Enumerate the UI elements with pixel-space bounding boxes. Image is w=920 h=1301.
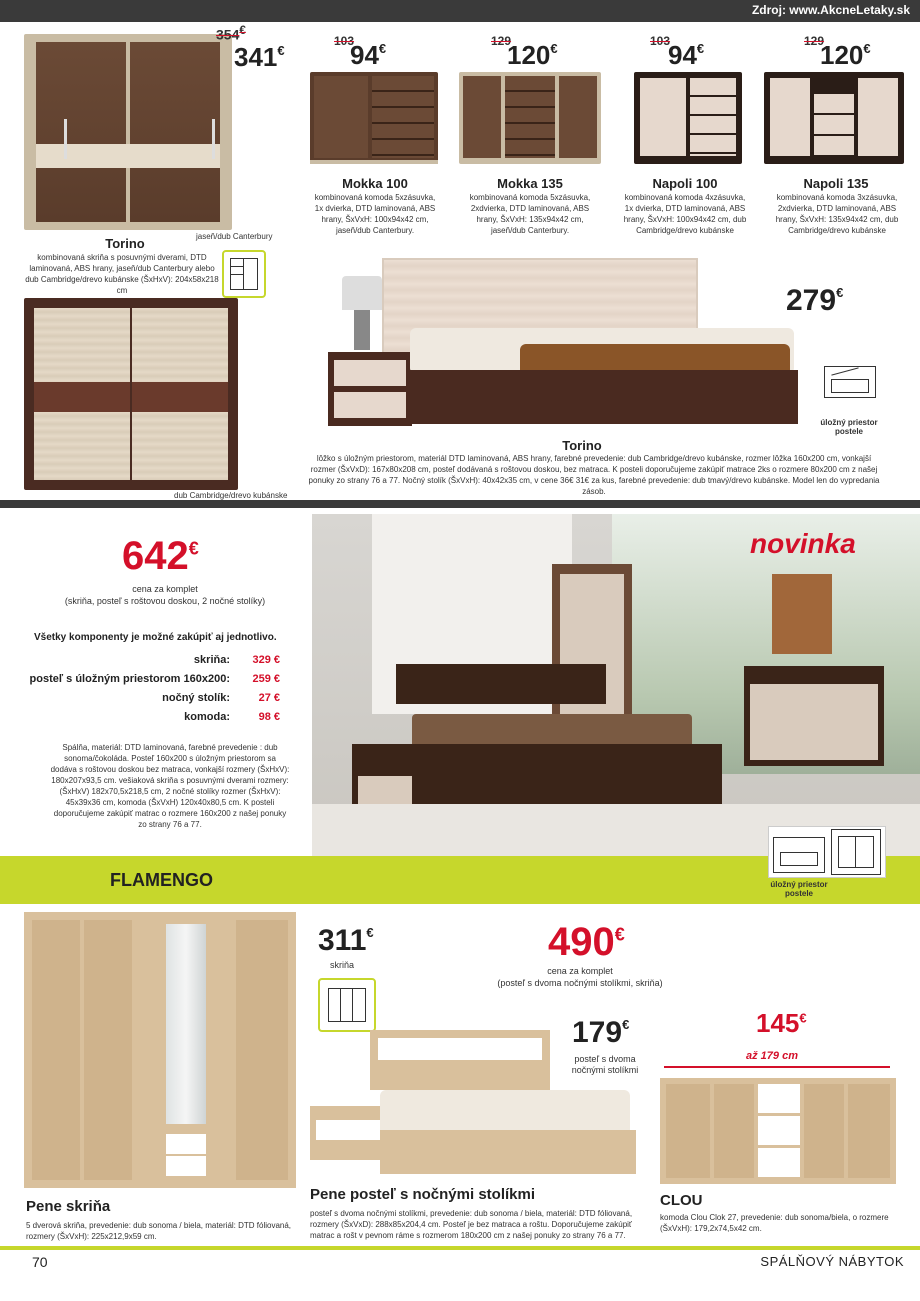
top-bar: [0, 0, 920, 22]
component-row: posteľ s úložným priestorom 160x200: 259 €: [29, 673, 280, 685]
bed-storage-icon: [824, 366, 876, 398]
dresser-mokka-100: [300, 26, 450, 256]
flamengo-title: FLAMENGO: [110, 870, 213, 890]
torino-bed-price: 279€: [786, 284, 844, 317]
dresser-price: 94€: [668, 40, 705, 70]
pene-set-sub: (posteľ s dvoma nočnými stolíkmi, skriňa): [497, 978, 663, 988]
dresser-image: [764, 72, 904, 164]
pene-set-price: 490€: [548, 920, 625, 964]
dresser-old-price: 129: [804, 34, 825, 48]
component-row: skriňa: 329 €: [193, 654, 280, 666]
dresser-name: Napoli 100: [652, 176, 718, 191]
clou-name: CLOU: [660, 1192, 703, 1209]
clou-dresser-image: [660, 1078, 896, 1184]
wardrobe-layout-icon: [318, 978, 376, 1032]
torino-bed-desc: lôžko s úložným priestorom, materiál DTD laminovaná, ABS hrany, farebné prevedenie: dub Cambridge/drevo kubánske, rozmer lôžka 160x200 cm, vonkajší rozmer (ŠxVxD): 167x80x208 cm, posteľ dodávaná s roštovou doskou, bez matraca. K posteli doporučujeme zakúpiť matrace 2ks o rozmere 80x200 cm z našej ponuky zo strany 76 a 77. Nočný stolík (ŠxVxH): 40x42x35 cm, v cene 36€ 31€ za kus, farebné prevedenie: dub tmavý/drevo kubánske. Model len do vypredania zásob.: [308, 454, 880, 496]
dressers-row: [300, 26, 910, 256]
dresser-old-price: 103: [334, 34, 355, 48]
torino-price: 341€: [234, 42, 285, 72]
dresser-napoli-100: [610, 26, 760, 256]
pene-wardrobe-name: Pene skriňa: [26, 1198, 111, 1215]
wardrobe-layout-icon: [222, 250, 266, 298]
dresser-napoli-135: [762, 26, 910, 256]
footer-band: [0, 1246, 920, 1250]
flamengo-components: [20, 654, 280, 730]
clou-range-line: [664, 1066, 890, 1068]
bed-storage-icon: [773, 837, 825, 873]
clou-desc: komoda Clou Clok 27, prevedenie: dub sonoma/biela, o rozmere (ŠxVxH): 179,2x74,5x42 cm.: [660, 1213, 889, 1233]
pene-wardrobe-price: 311€: [318, 924, 374, 957]
dresser-name: Mokka 135: [497, 176, 563, 191]
pene-wardrobe-image: [24, 912, 296, 1188]
torino-wardrobe-name: Torino: [105, 236, 145, 251]
page-number: 70: [32, 1254, 48, 1270]
flamengo-price-label: cena za komplet: [132, 584, 198, 594]
source-link[interactable]: Zdroj: www.AkcneLetaky.sk: [751, 3, 910, 17]
dresser-price: 120€: [820, 40, 871, 70]
dresser-image: [634, 72, 742, 164]
dresser-old-price: 129: [491, 34, 512, 48]
dresser-old-price: 103: [650, 34, 671, 48]
flamengo-storage-label: úložný priestor postele: [770, 880, 828, 898]
pene-bed-image: [310, 1030, 650, 1186]
torino-storage-label: úložný priestor postele: [820, 418, 878, 436]
dresser-mokka-135: [455, 26, 605, 256]
pene-wardrobe-desc: 5 dverová skriňa, prevedenie: dub sonoma / biela, materiál: DTD fóliovaná, rozmery (ŠxVxH): 225x212,9x59 cm.: [26, 1221, 292, 1241]
torino-bed-image: [320, 258, 800, 446]
section-divider: [0, 500, 920, 508]
flamengo-price-sub: (skriňa, posteľ s roštovou doskou, 2 nočné stolíky): [64, 596, 266, 606]
dresser-price: 94€: [350, 40, 387, 70]
torino-variant-label: jaseň/dub Canterbury: [196, 232, 273, 241]
footer-section: SPÁLŇOVÝ NÁBYTOK: [760, 1254, 904, 1269]
torino-wardrobe-variant-image: [24, 298, 238, 490]
wardrobe-layout-icon: [831, 829, 881, 875]
torino-variant2-label: dub Cambridge/drevo kubánske: [174, 491, 288, 500]
torino-bed-name: Torino: [562, 438, 602, 453]
flamengo-room-image: [312, 514, 920, 856]
flamengo-legend: [768, 826, 886, 878]
pene-bed-desc: posteľ s dvoma nočnými stolíkmi, prevedenie: dub sonoma / biela, materiál: DTD fóliovaná, rozmery (ŠxVxD): 288x85x204,4 cm. Posteľ je bez matraca a roštu. Doporučujeme zakúpiť matrac a rošt v pevnom ráme s rozmerom 180x200 cm z našej ponuky zo strany 76 a 77.: [310, 1209, 633, 1240]
dresser-desc: kombinovaná komoda 5xzásuvka, 1x dvierka, DTD laminovaná, ABS hrany, ŠxVxH: 100x94x42 cm, jaseň/dub Canterbury.: [314, 193, 436, 235]
flamengo-components-title: Všetky komponenty je možné zakúpiť aj jednotlivo.: [34, 632, 277, 643]
pene-set-label: cena za komplet: [547, 966, 613, 976]
torino-wardrobe-image: [24, 34, 232, 230]
dresser-name: Napoli 135: [803, 176, 869, 191]
torino-wardrobe-desc: kombinovaná skriňa s posuvnými dverami, DTD laminovaná, ABS hrany, jaseň/dub Canterbury alebo dub Cambridge/drevo kubánske (ŠxHxV): 204x58x218 cm: [25, 253, 219, 295]
flamengo-price: 642€: [122, 534, 199, 578]
dresser-image: [459, 72, 601, 164]
pene-bed-label: posteľ s dvoma nočnými stolíkmi: [571, 1054, 639, 1075]
component-row: nočný stolík: 27 €: [162, 692, 280, 704]
dresser-desc: kombinovaná komoda 3xzásuvka, 2xdvierka, DTD laminovaná, ABS hrany, ŠxVxH: 135x94x42 cm, dub Cambridge/drevo kubánske: [775, 193, 899, 235]
pene-wardrobe-label: skriňa: [330, 960, 355, 970]
clou-range: až 179 cm: [746, 1050, 798, 1062]
pene-bed-price: 179€: [572, 1016, 630, 1049]
dresser-desc: kombinovaná komoda 5xzásuvka, 2xdvierka, DTD laminovaná, ABS hrany, ŠxVxH: 135x94x42 cm, jaseň/dub Canterbury.: [469, 193, 591, 235]
component-row: komoda: 98 €: [184, 711, 280, 723]
torino-old-price: 354€: [216, 24, 246, 43]
flamengo-desc: Spálňa, materiál: DTD laminovaná, farebné prevedenie : dub sonoma/čokoláda. Posteľ 160x200 s úložným priestorom sa dodáva s roštovou doskou bez matraca, vonkajší rozmery (ŠxHxV): 180x207x93,5 cm. vešiaková skriňa s posuvnými dverami rozmery: (ŠxHxV) 182x70,5x218,5 cm, 2 nočné stolíky rozmer (ŠxHxV): 45x39x36 cm, komoda (ŠxVxH) 120x40x80,5 cm. K posteli doporučujeme zakúpiť matrac o rozmere 160x200 z našej ponuky zo strany 76 a 77.: [50, 743, 290, 829]
clou-price: 145€: [756, 1008, 807, 1038]
dresser-name: Mokka 100: [342, 176, 408, 191]
dresser-image: [310, 72, 438, 164]
pene-bed-name: Pene posteľ s nočnými stolíkmi: [310, 1186, 536, 1203]
dresser-desc: kombinovaná komoda 4xzásuvka, 1x dvierka, DTD laminovaná, ABS hrany, ŠxVxH: 100x94x42 cm, dub Cambridge/drevo kubánske: [623, 193, 747, 235]
dresser-price: 120€: [507, 40, 558, 70]
novinka-badge: novinka: [750, 528, 856, 559]
